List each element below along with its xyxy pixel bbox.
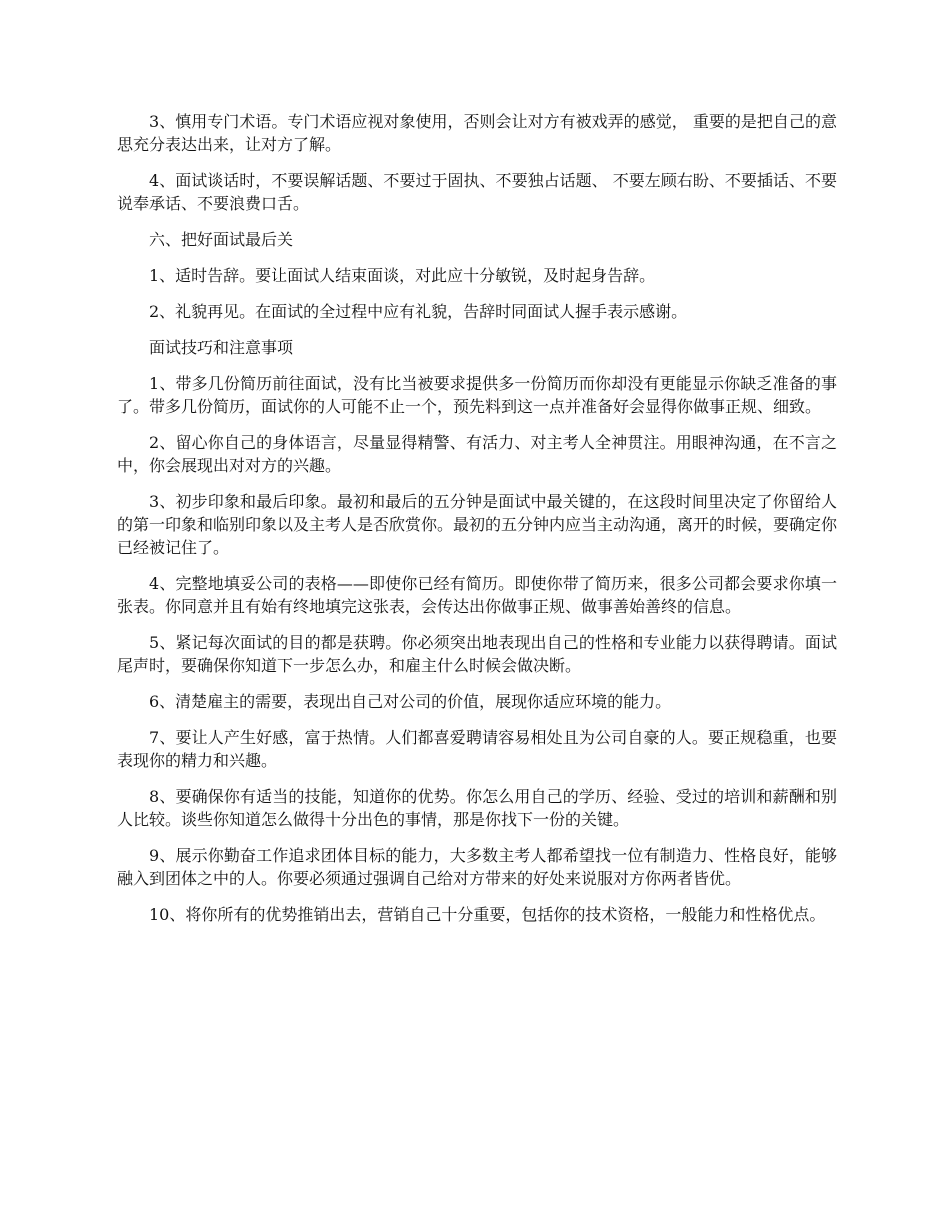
paragraph-tip-10-self-marketing: 10、将你所有的优势推销出去，营销自己十分重要，包括你的技术资格，一般能力和性格优点。	[149, 905, 826, 924]
paragraph-tip-2-body-language: 2、留心你自己的身体语言，尽量显得精警、有活力、对主考人全神贯注。用眼神沟通，在不言之中，你会展现出对对方的兴趣。	[117, 433, 837, 475]
paragraph-tip-4-forms: 4、完整地填妥公司的表格——即使你已经有简历。即使你带了简历来，很多公司都会要求你填一张表。你同意并且有始有终地填完这张表，会传达出你做事正规、做事善始善终的信息。	[117, 574, 837, 616]
section-heading-final-stage: 六、把好面试最后关	[149, 230, 294, 249]
paragraph-tip-6-employer-needs: 6、清楚雇主的需要，表现出自己对公司的价值，展现你适应环境的能力。	[149, 692, 672, 711]
paragraph-tip-1-resumes: 1、带多几份简历前往面试，没有比当被要求提供多一份简历而你却没有更能显示你缺乏准备的事了。带多几份简历，面试你的人可能不止一个，预先料到这一点并准备好会显得你做事正规、细致。	[117, 374, 837, 416]
paragraph-tip-5-goal: 5、紧记每次面试的目的都是获聘。你必须突出地表现出自己的性格和专业能力以获得聘请。面试尾声时，要确保你知道下一步怎么办，和雇主什么时候会做决断。	[117, 633, 837, 675]
document-body	[117, 110, 837, 939]
paragraph-tip-4-conversation: 4、面试谈话时，不要误解话题、不要过于固执、不要独占话题、 不要左顾右盼、不要插话、不要说奉承话、不要浪费口舌。	[117, 171, 837, 213]
paragraph-tip-7-enthusiasm: 7、要让人产生好感，富于热情。人们都喜爱聘请容易相处且为公司自豪的人。要正规稳重，也要表现你的精力和兴趣。	[117, 728, 837, 770]
paragraph-tip-3-impressions: 3、初步印象和最后印象。最初和最后的五分钟是面试中最关键的，在这段时间里决定了你留给人的第一印象和临别印象以及主考人是否欣赏你。最初的五分钟内应当主动沟通，离开的时候，要确定你已经被记住了。	[117, 492, 838, 557]
paragraph-tip-3-terminology: 3、慎用专门术语。专门术语应视对象使用，否则会让对方有被戏弄的感觉， 重要的是把自己的意思充分表达出来，让对方了解。	[117, 112, 837, 154]
paragraph-tip-8-skills: 8、要确保你有适当的技能，知道你的优势。你怎么用自己的学历、经验、受过的培训和薪酬和别人比较。谈些你知道怎么做得十分出色的事情，那是你找下一份的关键。	[117, 787, 837, 829]
section-heading-interview-tips: 面试技巧和注意事项	[149, 338, 294, 357]
paragraph-polite-goodbye: 2、礼貌再见。在面试的全过程中应有礼貌，告辞时同面试人握手表示感谢。	[149, 302, 688, 321]
paragraph-tip-9-teamwork: 9、展示你勤奋工作追求团体目标的能力，大多数主考人都希望找一位有制造力、性格良好，能够融入到团体之中的人。你要必须通过强调自己给对方带来的好处来说服对方你两者皆优。	[117, 846, 837, 888]
paragraph-farewell-timing: 1、适时告辞。要让面试人结束面谈，对此应十分敏锐，及时起身告辞。	[149, 266, 656, 285]
